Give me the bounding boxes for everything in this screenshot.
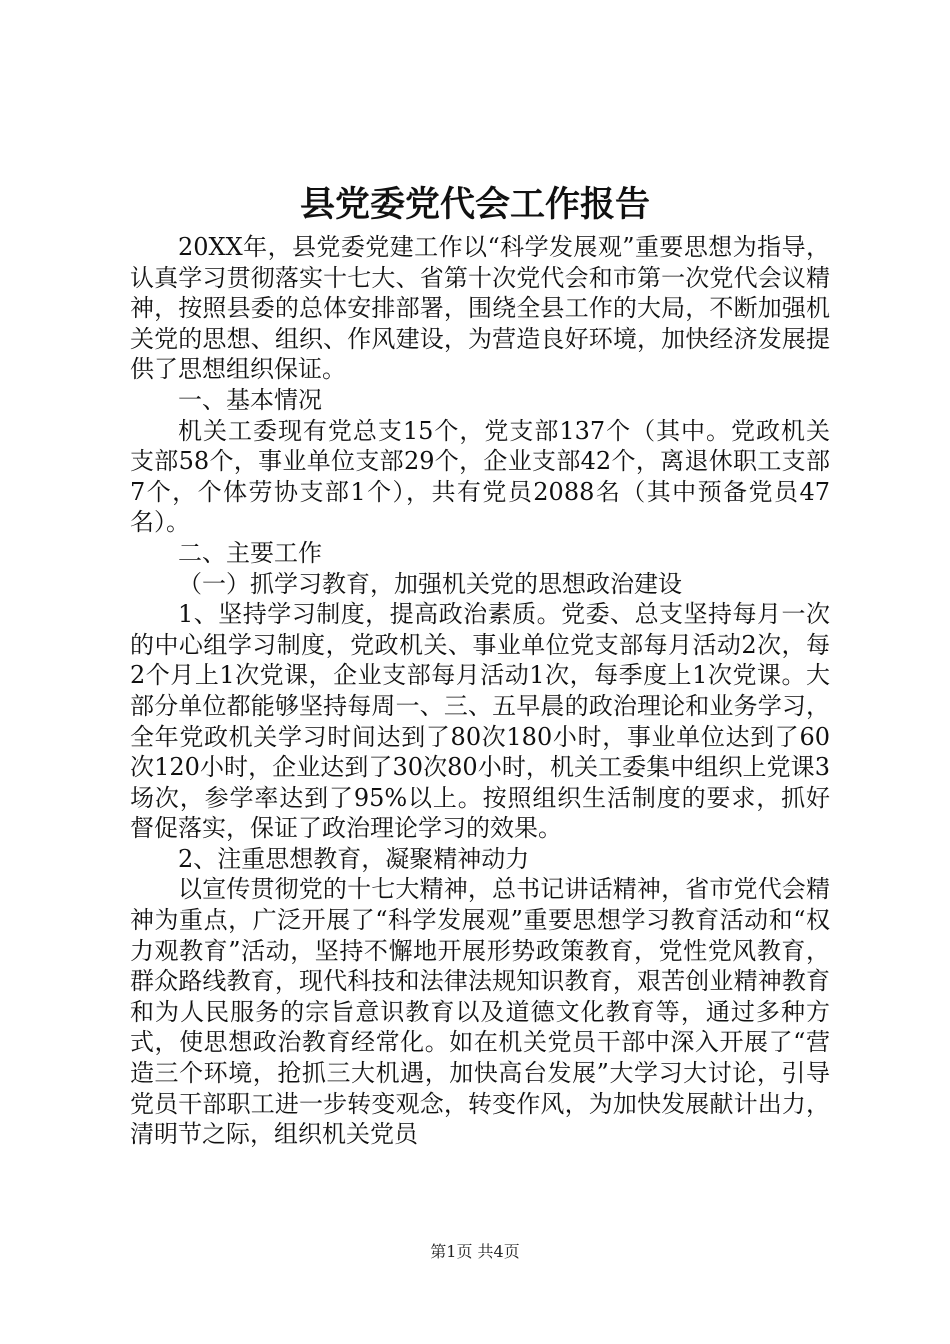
paragraph-study-system: 1、坚持学习制度，提高政治素质。党委、总支坚持每月一次的中心组学习制度，党政机关、事业单位党支部每月活动2次，每2个月上1次党课，企业支部每月活动1次，每季度上1次党课。大部分单位都能够坚持每周一、三、五早晨的政治理论和业务学习，全年党政机关学习时间达到了80次180小时，事业单位达到了60次120小时，企业达到了30次80小时，机关工委集中组织上党课3场次，参学率达到了95%以上。按照组织生活制度的要求，抓好督促落实，保证了政治理论学习的效果。 — [130, 600, 830, 843]
document-body — [130, 232, 830, 1150]
document-title: 县党委党代会工作报告 — [299, 184, 650, 225]
paragraph-intro: 20XX年，县党委党建工作以“科学发展观”重要思想为指导，认真学习贯彻落实十七大、省第十次党代会和市第一次党代会议精神，按照县委的总体安排部署，围绕全县工作的大局，不断加强机关党的思想、组织、作风建设，为营造良好环境，加快经济发展提供了思想组织保证。 — [130, 233, 830, 384]
paragraph-heading-ideology: 2、注重思想教育，凝聚精神动力 — [178, 844, 530, 873]
page-number-footer: 第1页 共4页 — [430, 1242, 520, 1261]
paragraph-basic-info: 机关工委现有党总支15个，党支部137个（其中。党政机关支部58个，事业单位支部29个，企业支部42个，离退休职工支部7个，个体劳协支部1个），共有党员2088名（其中预备党员47名）。 — [130, 416, 830, 537]
paragraph-ideology-education: 以宣传贯彻党的十七大精神，总书记讲话精神，省市党代会精神为重点，广泛开展了“科学发展观”重要思想学习教育活动和“权力观教育”活动，坚持不懈地开展形势政策教育，党性党风教育，群众路线教育，现代科技和法律法规知识教育，艰苦创业精神教育和为人民服务的宗旨意识教育以及道德文化教育等，通过多种方式，使思想政治教育经常化。如在机关党员干部中深入开展了“营造三个环境，抢抓三大机遇，加快高台发展”大学习大讨论，引导党员干部职工进一步转变观念，转变作风，为加快发展献计出力，清明节之际，组织机关党员 — [130, 875, 830, 1149]
section-heading-basic: 一、基本情况 — [178, 385, 322, 414]
subsection-heading-study: （一）抓学习教育，加强机关党的思想政治建设 — [178, 569, 682, 598]
section-heading-main-work: 二、主要工作 — [178, 538, 322, 567]
